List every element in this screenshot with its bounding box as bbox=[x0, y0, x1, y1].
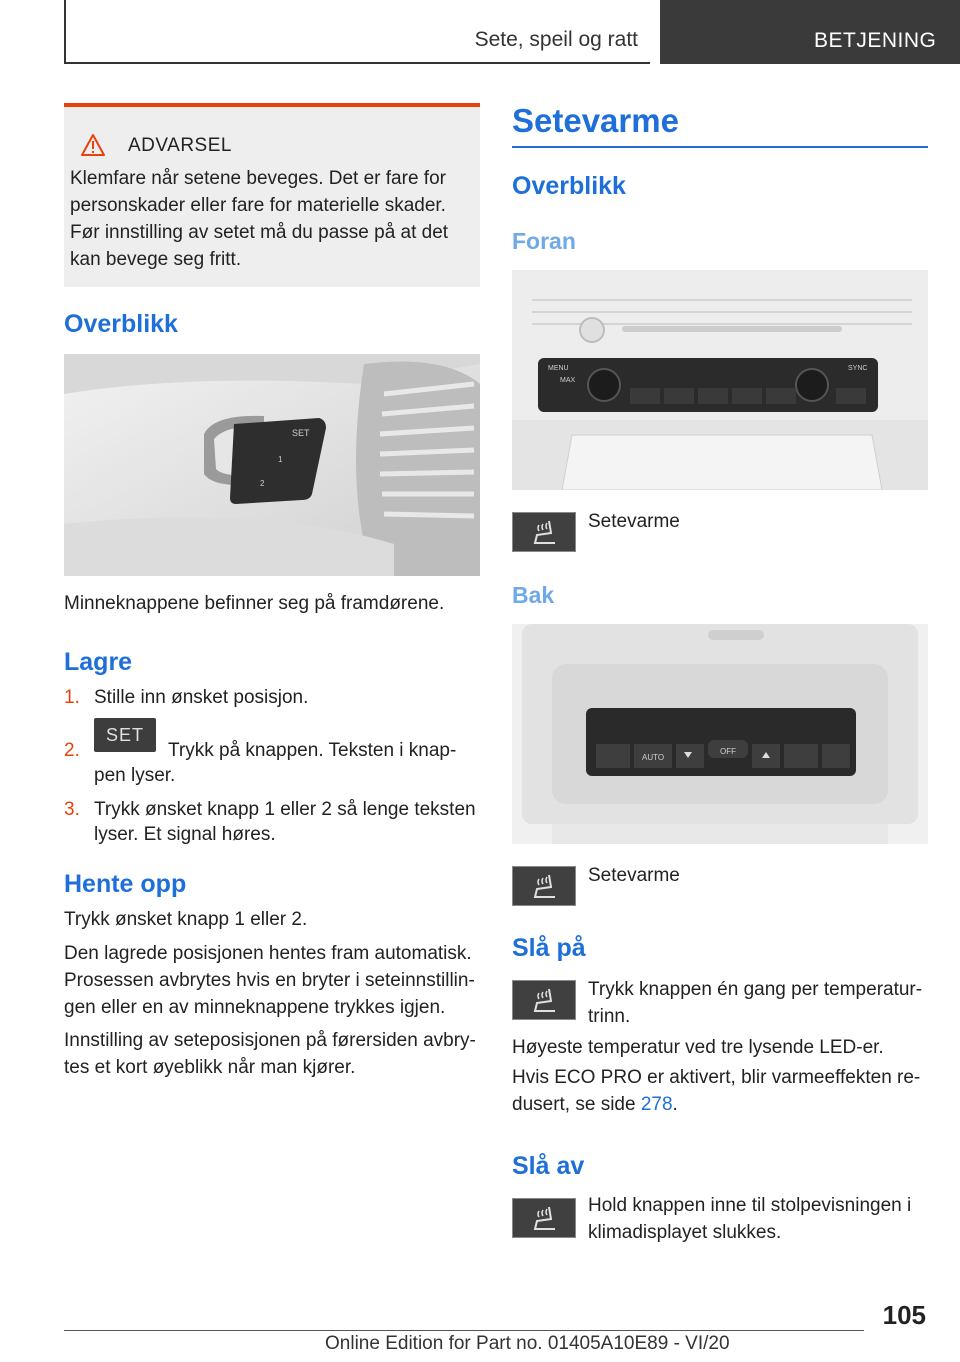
step-2-text-a: Trykk på knappen. Teksten i knap- bbox=[168, 740, 457, 761]
switch-off-heading: Slå av bbox=[512, 1152, 585, 1180]
switch-off-text: Hold knappen inne til stolpevisningen i klimadisplayet slukkes. bbox=[588, 1195, 912, 1243]
door-caption: Minneknappene befinner seg på framdørene. bbox=[64, 593, 445, 614]
front-menu-label: MENU bbox=[548, 365, 569, 372]
header-rule bbox=[64, 0, 66, 64]
recall-paragraph-1: Trykk ønsket knapp 1 eller 2. bbox=[64, 909, 308, 930]
recall-paragraph-4: Innstilling av seteposisjonen på førersiden avbry-tes et kort øyeblikk når man kjører. bbox=[64, 1030, 476, 1078]
recall-heading: Hente opp bbox=[64, 870, 187, 898]
front-max-label: MAX bbox=[560, 377, 576, 384]
recall-paragraph-2: Den lagrede posisjonen hentes fram automatisk. bbox=[64, 943, 472, 964]
front-sync-label: SYNC bbox=[848, 365, 868, 372]
set-button-icon: SET bbox=[94, 718, 156, 752]
rear-heading: Bak bbox=[512, 582, 555, 608]
rear-seat-heating-label: Setevarme bbox=[588, 865, 680, 886]
seat-heating-icon bbox=[529, 873, 559, 899]
chapter-tab[interactable] bbox=[660, 0, 960, 64]
overview-heading-right: Overblikk bbox=[512, 172, 626, 200]
step-2-text-b: pen lyser. bbox=[94, 765, 176, 786]
header-underline bbox=[64, 62, 650, 64]
front-seat-heating-label: Setevarme bbox=[588, 511, 680, 532]
rear-auto-label: AUTO bbox=[642, 753, 665, 762]
front-climate-panel-photo bbox=[512, 270, 928, 490]
warning-box bbox=[64, 103, 480, 287]
seat-heating-button-rear bbox=[512, 866, 576, 906]
highest-temp-text: Høyeste temperatur ved tre lysende LED-er. bbox=[512, 1037, 884, 1058]
page-278-link[interactable]: 278 bbox=[640, 1094, 673, 1115]
store-heading: Lagre bbox=[64, 648, 133, 676]
step-3-text-b: lyser. Et signal høres. bbox=[94, 824, 276, 845]
seat-heating-heading: Setevarme bbox=[512, 102, 679, 139]
recall-paragraph-3: Prosessen avbrytes hvis en bryter i seteinnstillin-gen eller en av minneknappene trykkes igjen. bbox=[64, 970, 475, 1018]
step-1-number: 1. bbox=[64, 687, 80, 708]
eco-pro-text-b: . bbox=[672, 1094, 678, 1115]
switch-on-text: Trykk knappen én gang per temperatur-trinn. bbox=[588, 979, 923, 1027]
step-1-text: Stille inn ønsket posisjon. bbox=[94, 687, 309, 708]
door-set-key: SET bbox=[292, 428, 310, 438]
heading-rule bbox=[512, 146, 928, 148]
door-memory-buttons-photo bbox=[64, 354, 480, 576]
section-title: Sete, speil og ratt bbox=[474, 28, 638, 51]
warning-text: Klemfare når setene beveges. Det er fare for personskader eller fare for materielle skader. Før innstilling av setet må du passe på at det kan bevege seg fritt. bbox=[70, 168, 449, 270]
overview-heading-left: Overblikk bbox=[64, 310, 178, 338]
rear-climate-panel-photo bbox=[512, 624, 928, 844]
door-key-1: 1 bbox=[278, 455, 283, 464]
switch-on-heading: Slå på bbox=[512, 934, 586, 962]
seat-heating-icon bbox=[529, 519, 559, 545]
warning-title: ADVARSEL bbox=[128, 135, 232, 156]
edition-footer: Online Edition for Part no. 01405A10E89 - VI/20 bbox=[325, 1333, 730, 1354]
step-2-number: 2. bbox=[64, 740, 80, 761]
eco-pro-text-a: Hvis ECO PRO er aktivert, blir varmeeffekten re-dusert, se side bbox=[512, 1067, 921, 1115]
seat-heating-button-off bbox=[512, 1198, 576, 1238]
warning-heading bbox=[84, 135, 232, 157]
door-key-2: 2 bbox=[260, 479, 265, 488]
chapter-tab-label: BETJENING bbox=[814, 29, 937, 52]
warning-triangle-icon bbox=[80, 133, 106, 157]
eco-pro-text bbox=[512, 1064, 928, 1118]
step-3-text-a: Trykk ønsket knapp 1 eller 2 så lenge teksten bbox=[94, 799, 476, 820]
seat-heating-button-on bbox=[512, 980, 576, 1020]
seat-heating-icon bbox=[529, 987, 559, 1013]
front-heading: Foran bbox=[512, 228, 576, 254]
footer-rule bbox=[64, 1330, 864, 1331]
seat-heating-button-front bbox=[512, 512, 576, 552]
seat-heating-icon bbox=[529, 1205, 559, 1231]
rear-off-label: OFF bbox=[720, 747, 736, 756]
page-number: 105 bbox=[882, 1300, 926, 1330]
step-3-number: 3. bbox=[64, 799, 80, 820]
